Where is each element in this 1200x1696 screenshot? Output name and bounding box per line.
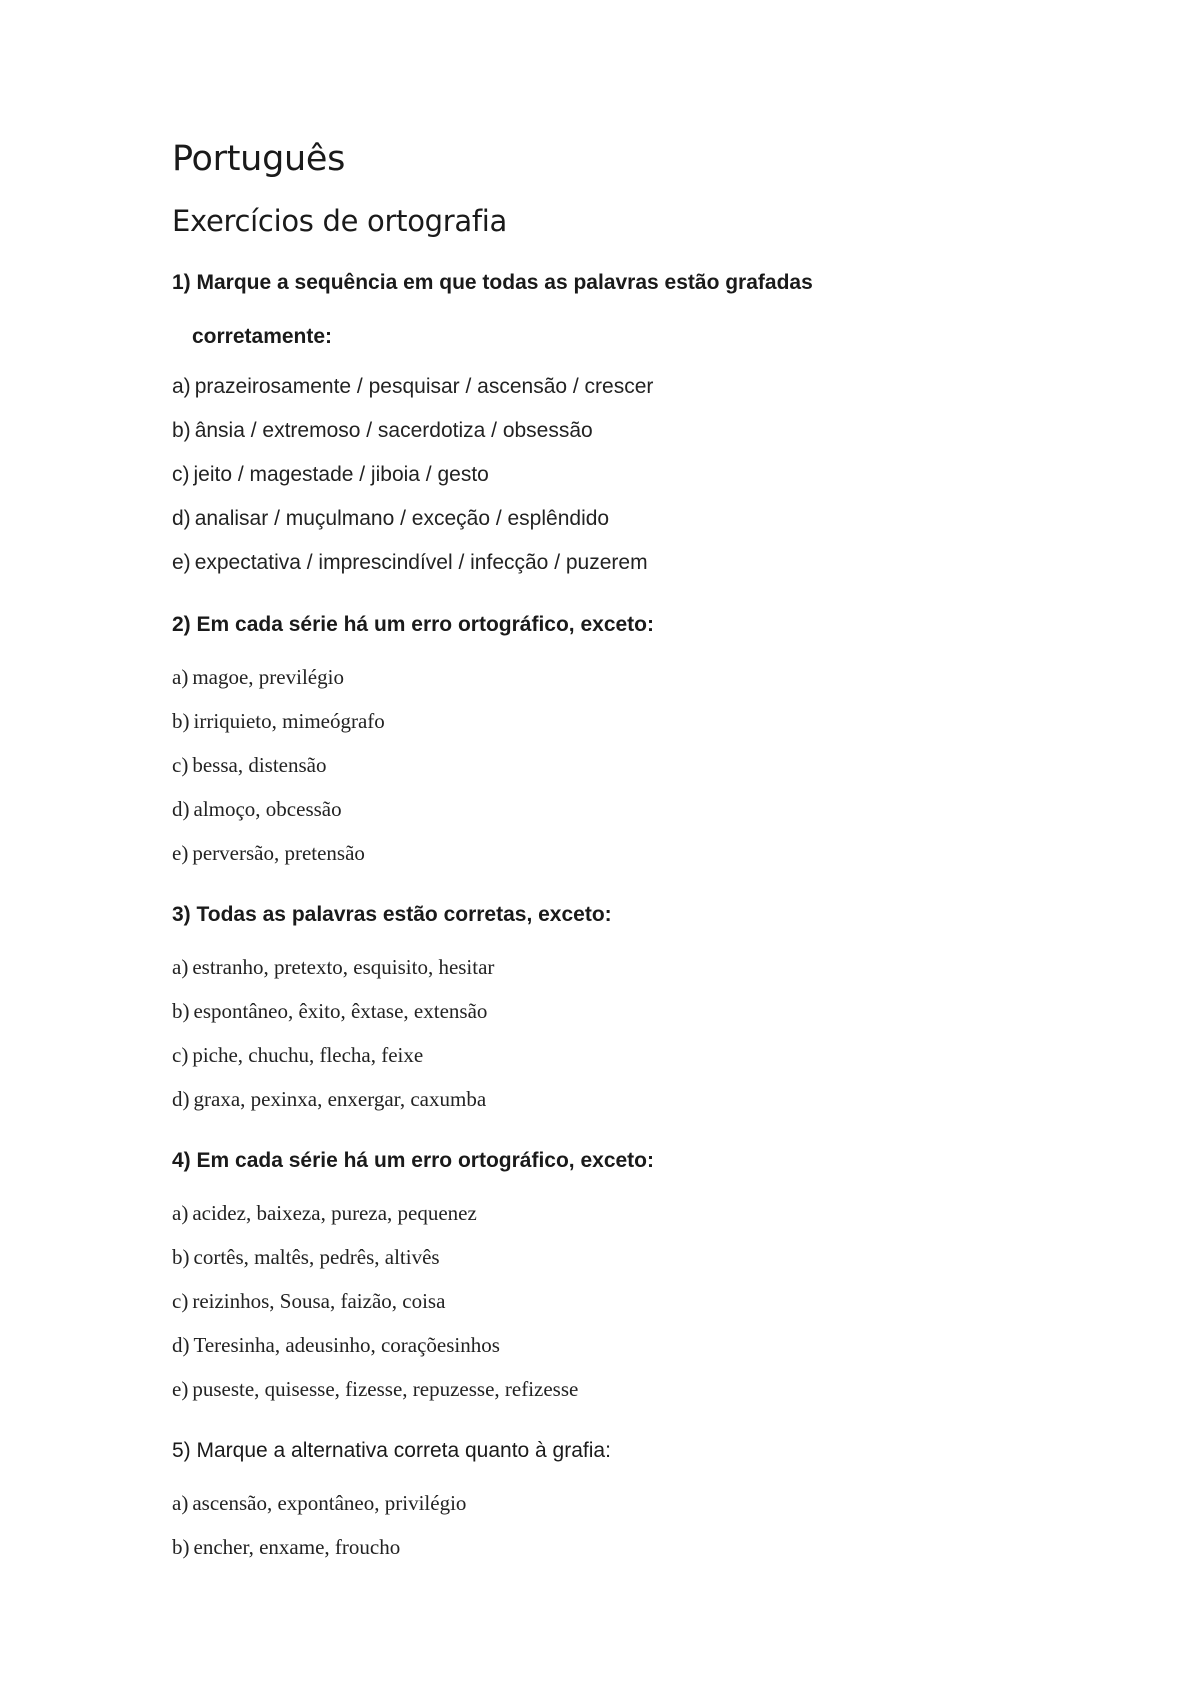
option-text: ânsia / extremoso / sacerdotiza / obsessão: [194, 418, 593, 442]
option-text: magoe, previlégio: [192, 664, 344, 689]
option-text: estranho, pretexto, esquisito, hesitar: [192, 954, 495, 979]
document-subtitle: Exercícios de ortografia: [172, 204, 507, 238]
option-letter: c): [172, 752, 189, 777]
option-b: [172, 1235, 1132, 1279]
question-4-title: 4) Em cada série há um erro ortográfico, exceto:: [172, 1148, 654, 1172]
question-3-options: [172, 945, 1132, 1121]
option-text: ascensão, expontâneo, privilégio: [192, 1490, 467, 1515]
option-letter: c): [172, 1042, 189, 1067]
option-letter: e): [172, 840, 189, 865]
option-letter: b): [172, 998, 190, 1023]
question-1-options: [172, 365, 1132, 585]
question-4: [172, 1147, 1132, 1411]
option-letter: c): [172, 462, 190, 486]
option-c: [172, 743, 1132, 787]
option-letter: d): [172, 796, 190, 821]
option-d: [172, 1077, 1132, 1121]
question-5-title: 5) Marque a alternativa correta quanto à grafia:: [172, 1438, 611, 1462]
option-letter: e): [172, 1376, 189, 1401]
option-d: [172, 497, 1132, 541]
question-2: [172, 611, 1132, 875]
option-text: espontâneo, êxito, êxtase, extensão: [193, 998, 488, 1023]
option-letter: d): [172, 1332, 190, 1357]
option-a: [172, 945, 1132, 989]
option-letter: d): [172, 506, 191, 530]
question-3: [172, 901, 1132, 1121]
option-letter: b): [172, 418, 191, 442]
question-2-options: [172, 655, 1132, 875]
option-letter: b): [172, 1534, 190, 1559]
option-text: reizinhos, Sousa, faizão, coisa: [192, 1288, 446, 1313]
option-letter: c): [172, 1288, 189, 1313]
option-c: [172, 1033, 1132, 1077]
option-text: graxa, pexinxa, enxergar, caxumba: [193, 1086, 487, 1111]
option-e: [172, 1367, 1132, 1411]
option-text: cortês, maltês, pedrês, altivês: [193, 1244, 440, 1269]
option-text: bessa, distensão: [192, 752, 327, 777]
option-b: [172, 989, 1132, 1033]
question-4-options: [172, 1191, 1132, 1411]
option-letter: e): [172, 550, 191, 574]
option-b: [172, 1525, 1132, 1569]
question-2-title: 2) Em cada série há um erro ortográfico, exceto:: [172, 612, 654, 636]
option-text: jeito / magestade / jiboia / gesto: [193, 462, 489, 486]
option-d: [172, 1323, 1132, 1367]
option-letter: a): [172, 954, 189, 979]
option-a: [172, 1481, 1132, 1525]
option-c: [172, 1279, 1132, 1323]
option-c: [172, 453, 1132, 497]
option-a: [172, 365, 1132, 409]
document-title: Português: [172, 139, 346, 179]
question-1-title: 1) Marque a sequência em que todas as palavras estão grafadas: [172, 270, 813, 294]
option-letter: a): [172, 664, 189, 689]
question-5-options: [172, 1481, 1132, 1569]
option-e: [172, 831, 1132, 875]
question-3-title: 3) Todas as palavras estão corretas, exceto:: [172, 902, 612, 926]
option-letter: a): [172, 1200, 189, 1225]
option-e: [172, 541, 1132, 585]
question-5: [172, 1437, 1132, 1569]
option-text: puseste, quisesse, fizesse, repuzesse, refizesse: [192, 1376, 579, 1401]
document-page: [172, 138, 1132, 1569]
option-letter: b): [172, 1244, 190, 1269]
option-text: prazeirosamente / pesquisar / ascensão / crescer: [194, 374, 654, 398]
option-a: [172, 1191, 1132, 1235]
option-text: analisar / muçulmano / exceção / esplêndido: [194, 506, 610, 530]
option-text: acidez, baixeza, pureza, pequenez: [192, 1200, 477, 1225]
question-1: [172, 269, 1132, 585]
option-b: [172, 699, 1132, 743]
option-text: perversão, pretensão: [192, 840, 365, 865]
option-text: expectativa / imprescindível / infecção / puzerem: [194, 550, 648, 574]
option-text: almoço, obcessão: [193, 796, 342, 821]
option-b: [172, 409, 1132, 453]
option-letter: a): [172, 374, 191, 398]
option-d: [172, 787, 1132, 831]
option-text: encher, enxame, froucho: [193, 1534, 401, 1559]
option-text: Teresinha, adeusinho, coraçõesinhos: [193, 1332, 500, 1357]
option-text: piche, chuchu, flecha, feixe: [192, 1042, 424, 1067]
option-letter: b): [172, 708, 190, 733]
option-a: [172, 655, 1132, 699]
option-letter: a): [172, 1490, 189, 1515]
question-1-title-continuation: corretamente:: [192, 324, 333, 348]
option-text: irriquieto, mimeógrafo: [193, 708, 385, 733]
option-letter: d): [172, 1086, 190, 1111]
